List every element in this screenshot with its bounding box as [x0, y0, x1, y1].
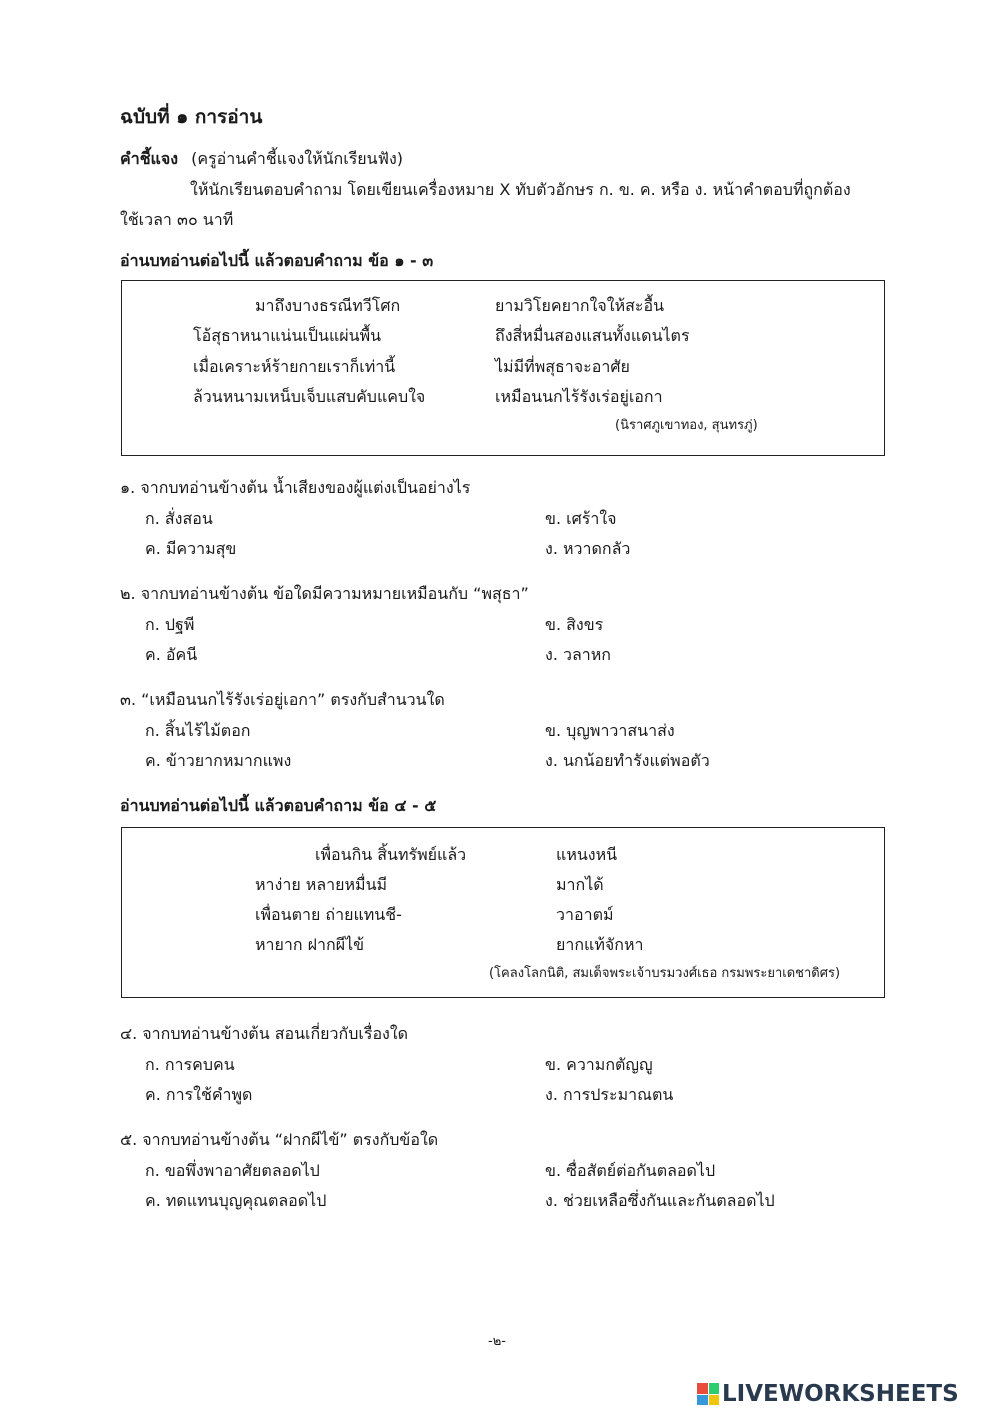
question-1-option-b[interactable]: ข. เศร้าใจ — [545, 509, 617, 528]
question-5-option-c[interactable]: ค. ทดแทนบุญคุณตลอดไป — [145, 1191, 327, 1210]
question-5-option-d[interactable]: ง. ช่วยเหลือซึ่งกันและกันตลอดไป — [545, 1191, 775, 1210]
question-3-option-d[interactable]: ง. นกน้อยทำรังแต่พอตัว — [545, 751, 710, 770]
question-3-stem: ๓. “เหมือนนกไร้รังเร่อยู่เอกา” ตรงกับสำนวนใด — [120, 690, 445, 709]
passage-2-line-left: เพื่อนกิน สิ้นทรัพย์แล้ว — [315, 845, 467, 864]
question-1-option-c[interactable]: ค. มีความสุข — [145, 539, 237, 558]
question-2-option-c[interactable]: ค. อัคนี — [145, 645, 198, 664]
question-3-option-b[interactable]: ข. บุญพาวาสนาส่ง — [545, 721, 675, 740]
directions-label: คำชี้แจง — [120, 149, 179, 168]
logo-grid-icon — [697, 1383, 719, 1405]
passage-2-line-left: หาง่าย หลายหมื่นมี — [255, 875, 388, 894]
page-number: -๒- — [488, 1334, 506, 1349]
directions — [120, 147, 403, 172]
logo-square-yellow — [709, 1395, 720, 1406]
passage-1-line-left: โอ้สุธาหนาแน่นเป็นแผ่นพื้น — [193, 326, 382, 345]
passage-2-line-left: เพื่อนตาย ถ่ายแทนชี- — [255, 905, 402, 924]
directions-line-2: ใช้เวลา ๓๐ นาที — [120, 210, 234, 229]
section-title: ฉบับที่ ๑ การอ่าน — [120, 106, 263, 128]
passage-1-line-right: ยามวิโยคยากใจให้สะอื้น — [495, 296, 665, 315]
passage-2-heading: อ่านบทอ่านต่อไปนี้ แล้วตอบคำถาม ข้อ ๔ - ๕ — [120, 796, 437, 815]
question-4-option-d[interactable]: ง. การประมาณตน — [545, 1085, 674, 1104]
directions-line-1: ให้นักเรียนตอบคำถาม โดยเขียนเครื่องหมาย X ทับตัวอักษร ก. ข. ค. หรือ ง. หน้าคำตอบที่ถูกต้อง — [190, 180, 851, 199]
passage-1-line-right: ไม่มีที่พสุธาจะอาศัย — [495, 357, 630, 376]
question-1-option-d[interactable]: ง. หวาดกลัว — [545, 539, 631, 558]
logo-square-red — [697, 1383, 708, 1394]
passage-1-line-left: เมื่อเคราะห์ร้ายกายเราก็เท่านี้ — [193, 357, 396, 376]
liveworksheets-logo — [697, 1380, 959, 1408]
question-1-stem: ๑. จากบทอ่านข้างต้น น้ำเสียงของผู้แต่งเป็นอย่างไร — [120, 478, 471, 497]
question-4-option-b[interactable]: ข. ความกตัญญู — [545, 1055, 653, 1074]
passage-2-line-right: แหนงหนี — [556, 845, 618, 864]
directions-note: (ครูอ่านคำชี้แจงให้นักเรียนฟัง) — [191, 149, 403, 168]
question-2-option-a[interactable]: ก. ปฐพี — [145, 615, 195, 634]
question-1-option-a[interactable]: ก. สั่งสอน — [145, 509, 213, 528]
question-4-option-c[interactable]: ค. การใช้คำพูด — [145, 1085, 253, 1104]
passage-2-line-left: หายาก ฝากผีไข้ — [255, 935, 365, 954]
question-2-option-b[interactable]: ข. สิงขร — [545, 615, 604, 634]
question-5-stem: ๕. จากบทอ่านข้างต้น “ฝากผีไข้” ตรงกับข้อใด — [120, 1130, 439, 1149]
passage-1-line-right: เหมือนนกไร้รังเร่อยู่เอกา — [495, 387, 663, 406]
passage-2-line-right: มากได้ — [556, 875, 604, 894]
logo-text: LIVEWORKSHEETS — [722, 1381, 959, 1407]
logo-square-blue — [697, 1395, 708, 1406]
passage-2-source: (โคลงโลกนิติ, สมเด็จพระเจ้าบรมวงศ์เธอ กรมพระยาเดชาดิศร) — [489, 966, 841, 981]
logo-square-green — [709, 1383, 720, 1394]
question-3-option-a[interactable]: ก. สิ้นไร้ไม้ตอก — [145, 721, 251, 740]
passage-1-line-right: ถึงสี่หมื่นสองแสนทั้งแดนไตร — [495, 326, 690, 345]
passage-1-line-left: ล้วนหนามเหน็บเจ็บแสบคับแคบใจ — [193, 387, 426, 406]
question-5-option-a[interactable]: ก. ขอพึ่งพาอาศัยตลอดไป — [145, 1161, 320, 1180]
question-4-option-a[interactable]: ก. การคบคน — [145, 1055, 235, 1074]
question-5-option-b[interactable]: ข. ซื่อสัตย์ต่อกันตลอดไป — [545, 1161, 716, 1180]
passage-1-source: (นิราศภูเขาทอง, สุนทรภู่) — [615, 418, 758, 433]
passage-1-heading: อ่านบทอ่านต่อไปนี้ แล้วตอบคำถาม ข้อ ๑ - ๓ — [120, 251, 434, 270]
question-2-option-d[interactable]: ง. วลาหก — [545, 645, 611, 664]
passage-2-line-right: วาอาตม์ — [556, 905, 614, 924]
question-4-stem: ๔. จากบทอ่านข้างต้น สอนเกี่ยวกับเรื่องใด — [120, 1024, 409, 1043]
question-2-stem: ๒. จากบทอ่านข้างต้น ข้อใดมีความหมายเหมือนกับ “พสุธา” — [120, 584, 529, 603]
passage-2-line-right: ยากแท้จักหา — [556, 935, 644, 954]
passage-1-line-left: มาถึงบางธรณีทวีโศก — [255, 296, 401, 315]
question-3-option-c[interactable]: ค. ข้าวยากหมากแพง — [145, 751, 292, 770]
